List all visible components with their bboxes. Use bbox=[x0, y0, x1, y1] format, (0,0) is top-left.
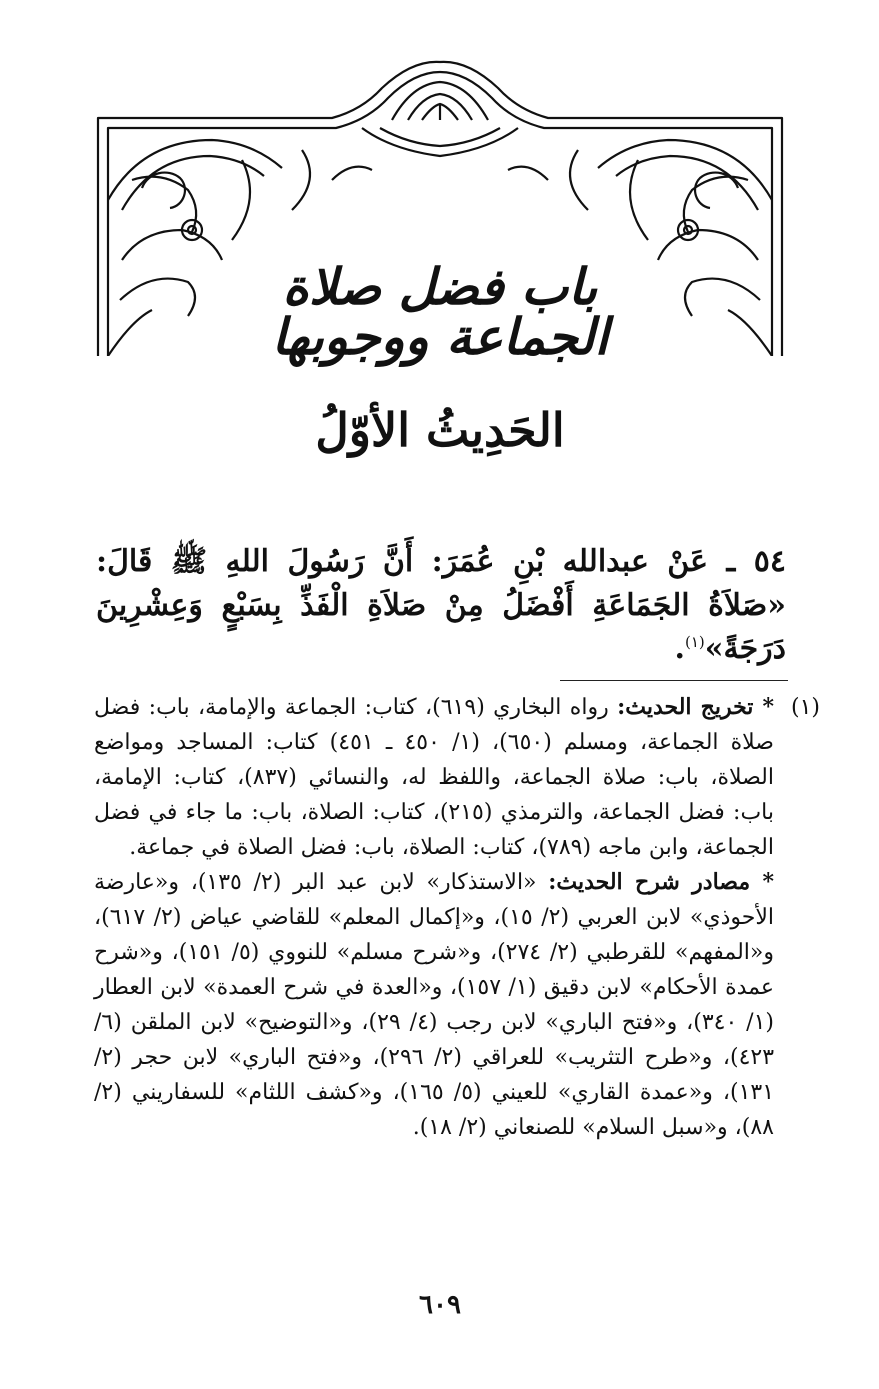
sources-label: * مصادر شرح الحديث: bbox=[548, 869, 775, 895]
footnote-body bbox=[94, 690, 774, 1145]
hadith-end: . bbox=[674, 631, 685, 666]
takhrij-label: * تخريج الحديث: bbox=[617, 694, 774, 720]
footnote-reference[interactable]: (١) bbox=[684, 633, 705, 651]
takhrij-text: رواه البخاري (٦١٩)، كتاب: الجماعة والإمامة، باب: فضل صلاة الجماعة، ومسلم (٦٥٠)، (١/ ٤٥٠ ـ ٤٥١) كتاب: المساجد ومواضع الصلاة، باب: صلاة الجماعة، واللفظ له، والنسائي (٨٣٧)، كتاب: الإمامة، باب: فضل الجماعة، والترمذي (٢١٥)، كتاب: الصلاة، باب: ما جاء في فضل الجماعة، وابن ماجه (٧٨٩)، كتاب: الصلاة، باب: فضل الصلاة في جماعة. bbox=[94, 695, 774, 860]
hadith-body: ٥٤ ـ عَنْ عبدالله بْنِ عُمَرَ: أَنَّ رَسُولَ اللهِ ﷺ قَالَ: «صَلاَةُ الجَمَاعَةِ أَفْضَلُ مِنْ صَلاَةِ الْفَذِّ بِسَبْعٍ وَعِشْرِينَ دَرَجَةً» bbox=[96, 544, 786, 666]
footnote bbox=[94, 690, 820, 1145]
hadith-heading: الحَدِيثُ الأوّلُ bbox=[315, 403, 565, 457]
page-number: ٦٠٩ bbox=[419, 1290, 461, 1320]
sources-text: «الاستذكار» لابن عبد البر (٢/ ١٣٥)، و«عارضة الأحوذي» لابن العربي (٢/ ١٥)، و«إكمال المعلم» للقاضي عياض (٢/ ٦١٧)، و«المفهم» للقرطبي (٢/ ٢٧٤)، و«شرح مسلم» للنووي (٥/ ١٥١)، و«شرح عمدة الأحكام» لابن دقيق (١/ ١٥٧)، و«العدة في شرح العمدة» لابن العطار (١/ ٣٤٠)، و«فتح الباري» لابن رجب (٤/ ٢٩)، و«التوضيح» لابن الملقن (٦/ ٤٢٣)، و«طرح التثريب» للعراقي (٢/ ٢٩٦)، و«فتح الباري» لابن حجر (٢/ ١٣١)، و«عمدة القاري» للعيني (٥/ ١٦٥)، و«كشف اللثام» للسفاريني (٢/ ٨٨)، و«سبل السلام» للصنعاني (٢/ ١٨). bbox=[94, 870, 775, 1140]
footnote-separator bbox=[560, 680, 788, 681]
sources-paragraph bbox=[94, 865, 774, 1145]
chapter-title: باب فضل صلاة الجماعة ووجوبها bbox=[271, 257, 609, 366]
takhrij-paragraph bbox=[94, 690, 774, 865]
hadith-text bbox=[96, 540, 786, 671]
footnote-number: (١) bbox=[790, 695, 820, 720]
